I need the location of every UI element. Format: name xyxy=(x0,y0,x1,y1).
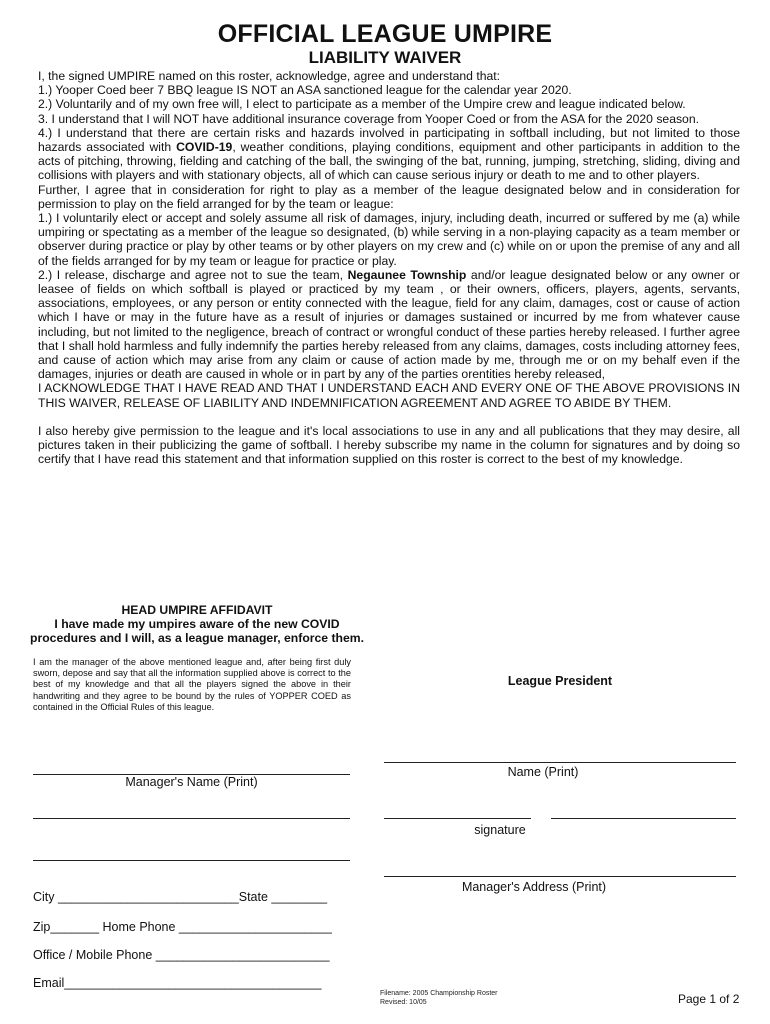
office-phone-field[interactable]: Office / Mobile Phone _________________________ xyxy=(33,948,330,962)
waiver-clause-1: 1.) I voluntarily elect or accept and solely assume all risk of damages, injury, including death, incurred or suffered by me (a) while umpiring or spectating as a member of the league so designated, (b) while serving in a non-playing capacity as a team member or observer during practice or play by other teams or by other players on my crew and (c) while on or upon the premise of any and all of the fields arranged for by my team or league for practice or play. xyxy=(38,211,740,268)
waiver-item-2: 2.) Voluntarily and of my own free will, I elect to participate as a member of the Umpire crew and league indicated below. xyxy=(38,97,686,112)
affidavit-covid-statement: I have made my umpires aware of the new COVID procedures and I will, as a league manager, enforce them. xyxy=(30,617,364,645)
email-field[interactable]: Email_____________________________________ xyxy=(33,976,322,990)
address-line-2[interactable] xyxy=(33,860,350,861)
address-line-1[interactable] xyxy=(33,818,350,819)
clause2-text-end: and/or league designated below or any owner or leasee of fields on which softball is played or practiced by my team , or their owners, officers, players, agents, servants, associations, employees, or any person or entity connected with the league, field for any claim, damages, cost or cause of action which I have or may in the future have as a result of injuries or damages sustained or incurred by me from whatever cause including, but not limited to the negligence, breach of contract or wrongful conduct of these parties hereby released. I further agree that I shall hold harmless and fully indemnify the parties hereby released from any claims, damages, costs including attorney fees, and cause of action which may arise from any claim or cause of action made by me, through me or on my behalf even if the damages, injuries or death are caused in whole or in part by any of the parties orentities hereby released, xyxy=(38,267,740,382)
zip-home-phone-field[interactable]: Zip_______ Home Phone ______________________ xyxy=(33,920,332,934)
waiver-permission: I also hereby give permission to the league and it's local associations to use in any and all publications that they may desire, all pictures taken in their publicizing the game of softball. I hereby subscribe my name in the column for signatures and by doing so certify that I have read this statement and that information supplied on this roster is correct to the best of my knowledge. xyxy=(38,423,740,467)
city-state-field[interactable]: City __________________________State ________ xyxy=(33,890,328,904)
clause2-text-start: 2.) I release, discharge and agree not to sue the team, xyxy=(38,267,348,282)
signature-label: signature xyxy=(474,823,526,837)
waiver-further: Further, I agree that in consideration for right to play as a member of the league designated below and in consideration for permission to play on the field arranged for by the team or league: xyxy=(38,182,740,211)
managers-name-label: Manager's Name (Print) xyxy=(125,775,258,789)
name-print-label: Name (Print) xyxy=(507,765,579,779)
affidavit-text: I am the manager of the above mentioned league and, after being first duly sworn, depose and say that all the information supplied above is correct to the best of my knowledge and that all the players signed the above in their handwriting and they agree to be bound by the rules of YOPPER COED as contained in the Official Rules of this league. xyxy=(33,657,351,712)
managers-address-label: Manager's Address (Print) xyxy=(461,880,607,894)
team-name-bold: Negaunee Township xyxy=(347,267,467,282)
signature-line-left[interactable] xyxy=(384,818,531,819)
filename-text: Filename: 2005 Championship Roster xyxy=(380,990,498,997)
president-name-line[interactable] xyxy=(384,762,736,763)
waiver-intro: I, the signed UMPIRE named on this roster, acknowledge, agree and understand that: xyxy=(38,69,501,83)
waiver-body xyxy=(38,69,740,466)
affidavit-heading-block xyxy=(30,603,364,645)
document-title: OFFICIAL LEAGUE UMPIRE xyxy=(217,20,553,48)
affidavit-heading: HEAD UMPIRE AFFIDAVIT xyxy=(121,603,273,617)
filename-note xyxy=(380,990,498,1007)
covid-bold: COVID-19 xyxy=(176,140,233,155)
waiver-acknowledgement: I ACKNOWLEDGE THAT I HAVE READ AND THAT I UNDERSTAND EACH AND EVERY ONE OF THE ABOVE PROVISIONS IN THIS WAIVER, RELEASE OF LIABILITY AND INDEMNIFICATION AGREEMENT AND AGREE TO ABIDE BY THEM. xyxy=(38,381,740,410)
item4-text-start: 4.) I understand that there are certain risks and hazards involved in participating in softball including, but not limited to those hazards associated with xyxy=(38,125,740,155)
managers-address-line[interactable] xyxy=(384,876,736,877)
signature-line-right[interactable] xyxy=(551,818,736,819)
page-number: Page 1 of 2 xyxy=(678,992,740,1006)
waiver-item-4 xyxy=(38,126,740,183)
waiver-item-3: 3. I understand that I will NOT have additional insurance coverage from Yooper Coed or from the ASA for the 2020 season. xyxy=(38,111,700,126)
item4-text-end: , weather conditions, playing conditions, equipment and other participants in addition to the acts of pitching, throwing, fielding and catching of the ball, the swinging of the bat, running, jumping, stretching, sliding, diving and collisions with players and with stationary objects, all of which can cause serious injury or death to me and to other players. xyxy=(38,140,740,183)
league-president-label: League President xyxy=(507,674,613,688)
document-subtitle: LIABILITY WAIVER xyxy=(308,48,462,67)
waiver-item-1: 1.) Yooper Coed beer 7 BBQ league IS NOT an ASA sanctioned league for the calendar year 2020. xyxy=(38,83,572,98)
waiver-clause-2 xyxy=(38,268,740,382)
revised-text: Revised: 10/05 xyxy=(380,998,427,1006)
